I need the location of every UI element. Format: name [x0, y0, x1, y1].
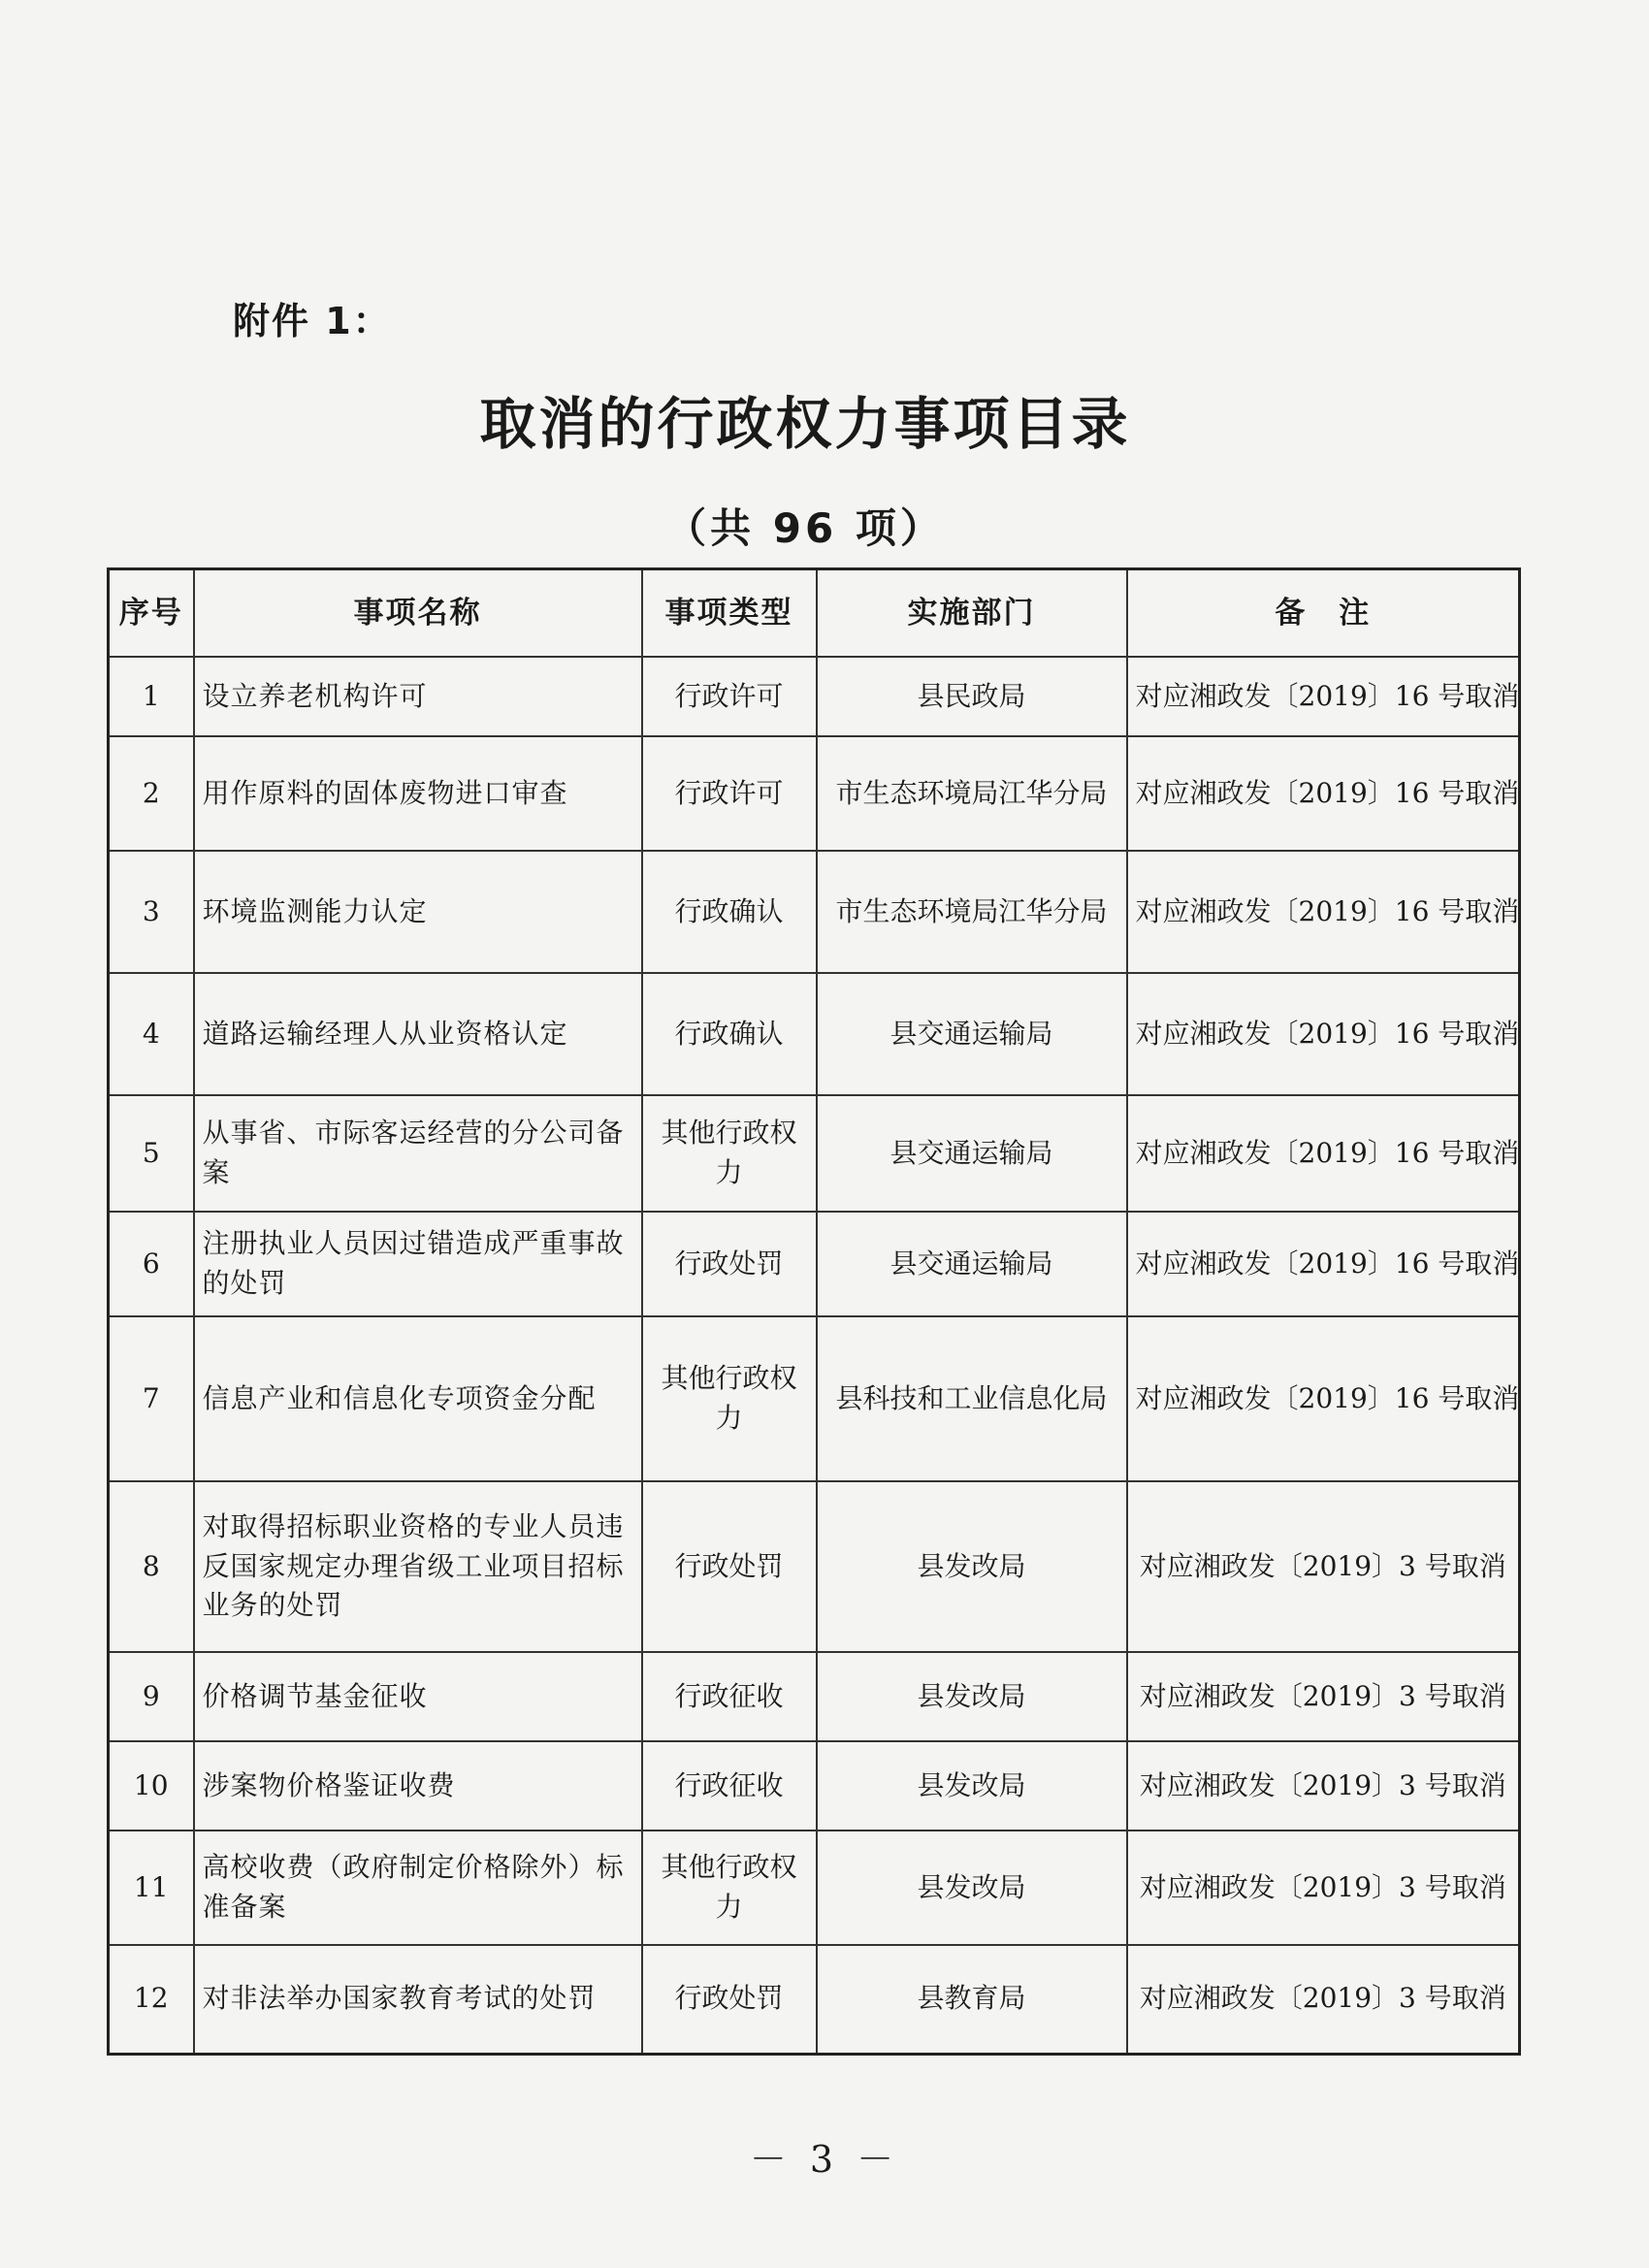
item-type: 行政处罚 [642, 1481, 817, 1652]
row-number: 4 [109, 973, 194, 1095]
column-header-note: 备 注 [1127, 569, 1520, 658]
item-type: 其他行政权力 [642, 1095, 817, 1212]
item-type: 行政征收 [642, 1652, 817, 1741]
page-number: － 3 － [749, 2138, 900, 2181]
table-row [109, 736, 1520, 851]
item-name: 用作原料的固体废物进口审查 [194, 736, 642, 851]
remark: 对应湘政发〔2019〕3 号取消 [1127, 1831, 1520, 1945]
item-name: 涉案物价格鉴证收费 [194, 1741, 642, 1831]
remark: 对应湘政发〔2019〕16 号取消 [1127, 973, 1520, 1095]
item-type: 行政确认 [642, 851, 817, 973]
column-header-name: 事项名称 [194, 569, 642, 658]
revoked-items-table [107, 567, 1521, 2056]
row-number: 3 [109, 851, 194, 973]
item-type: 行政许可 [642, 736, 817, 851]
implementing-department: 市生态环境局江华分局 [817, 851, 1127, 973]
item-count-subtitle: （共 96 项） [665, 504, 945, 552]
table-row [109, 1741, 1520, 1831]
item-type: 行政征收 [642, 1741, 817, 1831]
item-type: 行政确认 [642, 973, 817, 1095]
row-number: 12 [109, 1945, 194, 2054]
remark: 对应湘政发〔2019〕3 号取消 [1127, 1741, 1520, 1831]
row-number: 1 [109, 657, 194, 736]
table-row [109, 1831, 1520, 1945]
item-type: 行政处罚 [642, 1212, 817, 1316]
row-number: 5 [109, 1095, 194, 1212]
column-header-no: 序号 [109, 569, 194, 658]
item-type: 其他行政权力 [642, 1316, 817, 1481]
implementing-department: 县教育局 [817, 1945, 1127, 2054]
remark: 对应湘政发〔2019〕16 号取消 [1127, 736, 1520, 851]
item-name: 道路运输经理人从业资格认定 [194, 973, 642, 1095]
row-number: 8 [109, 1481, 194, 1652]
remark: 对应湘政发〔2019〕16 号取消 [1127, 851, 1520, 973]
item-name: 从事省、市际客运经营的分公司备案 [194, 1095, 642, 1212]
item-name: 注册执业人员因过错造成严重事故的处罚 [194, 1212, 642, 1316]
table-body [109, 657, 1520, 2054]
table-row [109, 1481, 1520, 1652]
row-number: 10 [109, 1741, 194, 1831]
table-row [109, 851, 1520, 973]
attachment-label: 附件 1： [233, 300, 392, 342]
implementing-department: 县发改局 [817, 1831, 1127, 1945]
item-name: 对非法举办国家教育考试的处罚 [194, 1945, 642, 2054]
row-number: 11 [109, 1831, 194, 1945]
implementing-department: 县发改局 [817, 1652, 1127, 1741]
implementing-department: 县交通运输局 [817, 973, 1127, 1095]
remark: 对应湘政发〔2019〕3 号取消 [1127, 1481, 1520, 1652]
table-row [109, 973, 1520, 1095]
item-name: 高校收费（政府制定价格除外）标准备案 [194, 1831, 642, 1945]
table-row [109, 1212, 1520, 1316]
item-name: 价格调节基金征收 [194, 1652, 642, 1741]
table-row [109, 1652, 1520, 1741]
table-header-row [109, 569, 1520, 658]
column-header-dept: 实施部门 [817, 569, 1127, 658]
implementing-department: 县交通运输局 [817, 1095, 1127, 1212]
remark: 对应湘政发〔2019〕16 号取消 [1127, 1095, 1520, 1212]
implementing-department: 县发改局 [817, 1481, 1127, 1652]
remark: 对应湘政发〔2019〕16 号取消 [1127, 657, 1520, 736]
implementing-department: 市生态环境局江华分局 [817, 736, 1127, 851]
table-row [109, 1945, 1520, 2054]
remark: 对应湘政发〔2019〕16 号取消 [1127, 1316, 1520, 1481]
remark: 对应湘政发〔2019〕3 号取消 [1127, 1945, 1520, 2054]
implementing-department: 县交通运输局 [817, 1212, 1127, 1316]
implementing-department: 县民政局 [817, 657, 1127, 736]
remark: 对应湘政发〔2019〕16 号取消 [1127, 1212, 1520, 1316]
remark: 对应湘政发〔2019〕3 号取消 [1127, 1652, 1520, 1741]
item-name: 信息产业和信息化专项资金分配 [194, 1316, 642, 1481]
table-row [109, 657, 1520, 736]
implementing-department: 县科技和工业信息化局 [817, 1316, 1127, 1481]
item-name: 对取得招标职业资格的专业人员违反国家规定办理省级工业项目招标业务的处罚 [194, 1481, 642, 1652]
column-header-type: 事项类型 [642, 569, 817, 658]
item-name: 设立养老机构许可 [194, 657, 642, 736]
implementing-department: 县发改局 [817, 1741, 1127, 1831]
row-number: 9 [109, 1652, 194, 1741]
table-row [109, 1316, 1520, 1481]
row-number: 7 [109, 1316, 194, 1481]
item-type: 行政处罚 [642, 1945, 817, 2054]
item-type: 行政许可 [642, 657, 817, 736]
item-type: 其他行政权力 [642, 1831, 817, 1945]
row-number: 6 [109, 1212, 194, 1316]
table-row [109, 1095, 1520, 1212]
item-name: 环境监测能力认定 [194, 851, 642, 973]
page-title: 取消的行政权力事项目录 [479, 391, 1131, 457]
row-number: 2 [109, 736, 194, 851]
